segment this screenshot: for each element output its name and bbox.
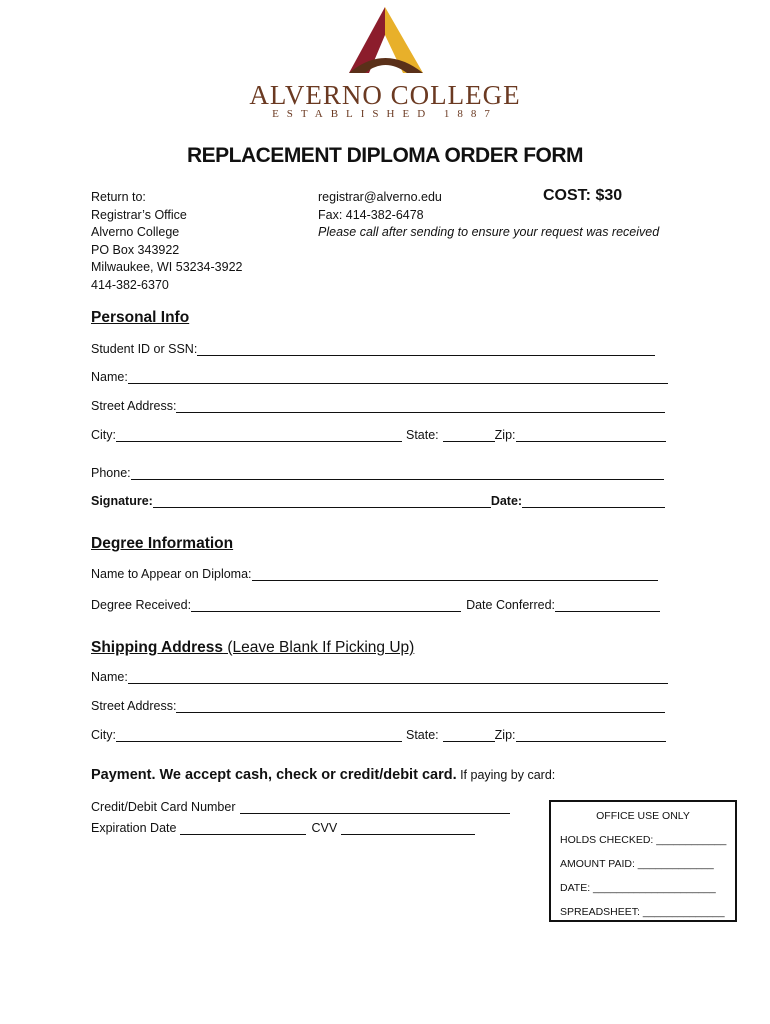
contact-note: Please call after sending to ensure your request was received	[318, 225, 660, 239]
office-holds: HOLDS CHECKED: ____________	[560, 834, 727, 846]
office-spreadsheet: SPREADSHEET: ______________	[560, 906, 725, 918]
signature-date-field[interactable]: Signature: Date:	[91, 494, 665, 508]
city-state-zip-field[interactable]: City: State: Zip:	[91, 428, 666, 442]
student-id-field[interactable]: Student ID or SSN:	[91, 342, 655, 356]
office-title: OFFICE USE ONLY	[596, 810, 690, 822]
shipping-street-field[interactable]: Street Address:	[91, 699, 665, 713]
phone-field[interactable]: Phone:	[91, 466, 664, 480]
degree-info-heading: Degree Information	[91, 535, 234, 552]
name-field[interactable]: Name:	[91, 370, 668, 384]
college-name: ALVERNO COLLEGE	[249, 80, 521, 110]
office-date: DATE: _____________________	[560, 882, 716, 894]
college-logo	[345, 5, 425, 75]
shipping-name-field[interactable]: Name:	[91, 670, 668, 684]
payment-heading: Payment. We accept cash, check or credit/debit card. If paying by card:	[91, 767, 556, 783]
contact-email: registrar@alverno.edu	[318, 190, 442, 204]
contact-fax: Fax: 414-382-6478	[318, 207, 424, 222]
page-title: REPLACEMENT DIPLOMA ORDER FORM	[186, 144, 584, 167]
cost-label: COST: $30	[543, 187, 623, 204]
office-amount: AMOUNT PAID: _____________	[560, 858, 714, 870]
personal-info-heading: Personal Info	[91, 309, 190, 326]
college-established: ESTABLISHED 1887	[272, 108, 498, 120]
return-address: Return to: Registrar’s Office Alverno College PO Box 343922 Milwaukee, WI 53234-3922 414-382-6370	[91, 190, 243, 292]
expiration-cvv-field[interactable]: Expiration Date CVV	[91, 821, 475, 835]
diploma-name-field[interactable]: Name to Appear on Diploma:	[91, 567, 658, 581]
shipping-heading: Shipping Address (Leave Blank If Picking Up)	[91, 639, 415, 656]
office-use-box	[549, 800, 737, 922]
street-address-field[interactable]: Street Address:	[91, 399, 665, 413]
degree-received-field[interactable]: Degree Received: Date Conferred:	[91, 598, 660, 612]
card-number-field[interactable]: Credit/Debit Card Number	[91, 800, 510, 814]
shipping-city-state-zip-field[interactable]: City: State: Zip:	[91, 728, 666, 742]
